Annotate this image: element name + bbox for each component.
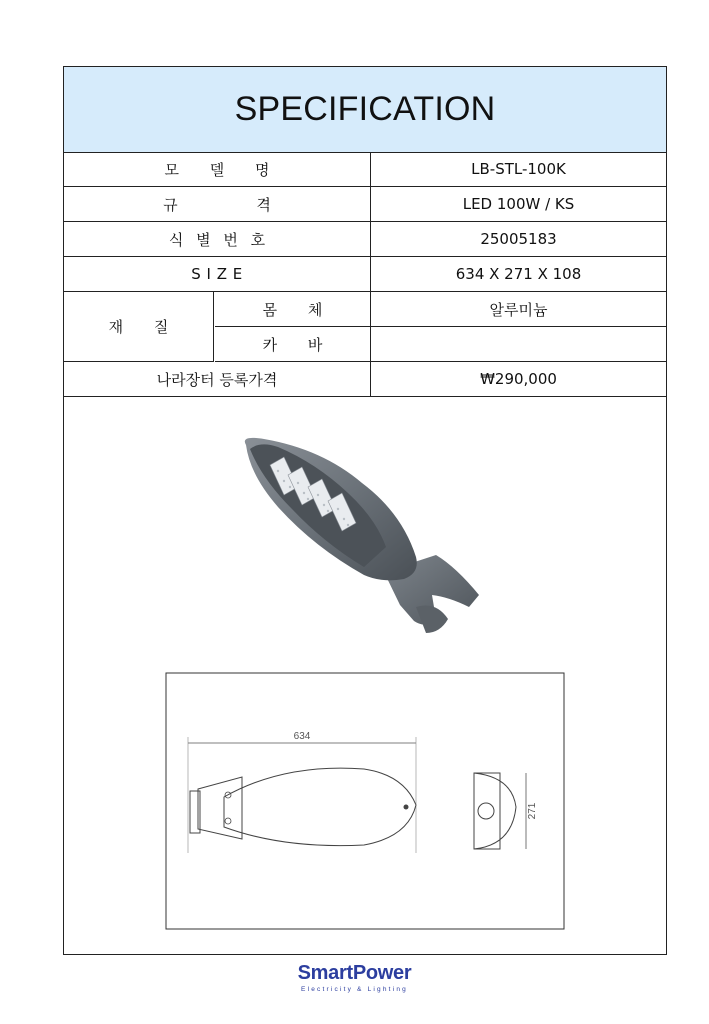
product-image-area [64, 397, 666, 954]
id-value: 25005183 [480, 230, 557, 248]
material-label: 재 질 [64, 292, 214, 362]
size-value: 634 X 271 X 108 [455, 265, 582, 283]
row-material-cover [215, 327, 666, 362]
row-size [64, 257, 666, 292]
price-value: ₩290,000 [480, 370, 557, 388]
width-dimension: 271 [527, 802, 538, 820]
id-label: 식 별 번 호 [64, 222, 371, 256]
spec-label: 규 격 [64, 187, 371, 221]
cover-label: 카 바 [215, 327, 371, 361]
price-label: 나라장터 등록가격 [64, 362, 371, 396]
body-value: 알루미늄 [489, 300, 548, 319]
spec-sheet [63, 66, 667, 955]
logo-brand: SmartPower [297, 962, 412, 984]
row-price [64, 362, 666, 397]
page-title: SPECIFICATION [234, 90, 496, 128]
technical-drawing [64, 397, 668, 956]
row-id [64, 222, 666, 257]
title-bar [64, 67, 666, 153]
size-label: S I Z E [64, 257, 371, 291]
body-label: 몸 체 [215, 292, 371, 326]
row-material-body [215, 292, 666, 327]
model-label: 모 델 명 [64, 152, 371, 186]
row-spec [64, 187, 666, 222]
logo-tagline: Electricity & Lighting [301, 986, 408, 993]
model-value: LB-STL-100K [471, 160, 566, 178]
length-dimension: 634 [293, 731, 311, 742]
row-model [64, 152, 666, 187]
brand-logo [0, 962, 709, 993]
cover-value [371, 327, 666, 361]
spec-value: LED 100W / KS [462, 195, 575, 213]
